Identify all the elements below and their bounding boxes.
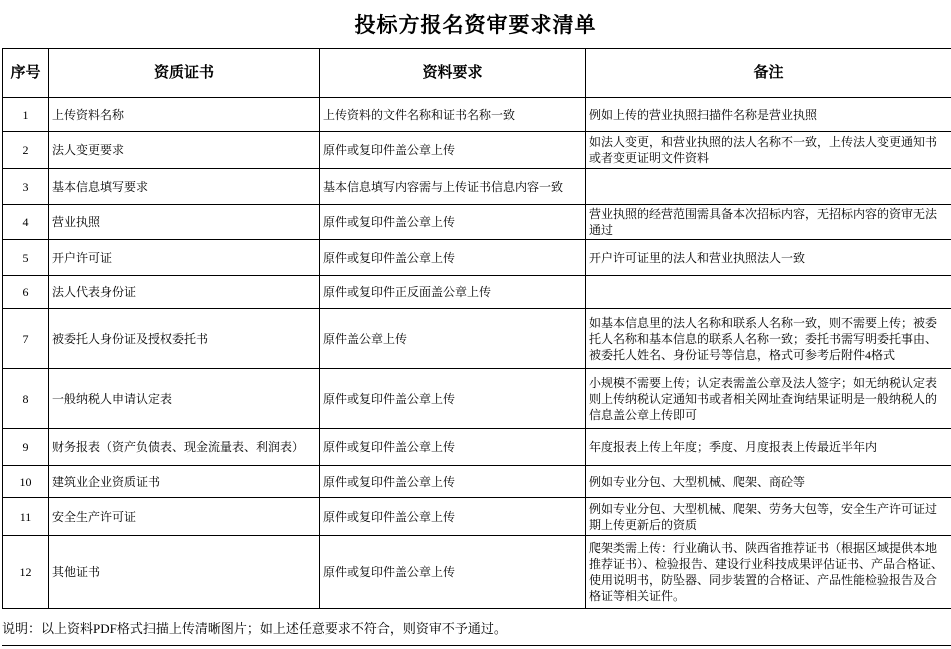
cell-certificate: 上传资料名称 [49, 98, 320, 132]
cell-row-number: 5 [3, 240, 49, 276]
header-row [3, 49, 951, 98]
page-title: 投标方报名资审要求清单 [354, 13, 597, 37]
cell-row-number: 1 [3, 98, 49, 132]
cell-certificate: 法人变更要求 [49, 132, 320, 169]
table-row [3, 369, 951, 429]
cell-note: 开户许可证里的法人和营业执照法人一致 [586, 240, 951, 276]
cell-certificate: 被委托人身份证及授权委托书 [49, 309, 320, 369]
cell-requirement: 原件或复印件盖公章上传 [320, 369, 586, 429]
cell-certificate: 其他证书 [49, 536, 320, 609]
cell-row-number: 9 [3, 429, 49, 466]
cell-note: 如法人变更，和营业执照的法人名称不一致，上传法人变更通知书或者变更证明文件资料 [586, 132, 951, 169]
cell-note: 年度报表上传上年度；季度、月度报表上传最近半年内 [586, 429, 951, 466]
cell-row-number: 10 [3, 466, 49, 498]
cell-row-number: 6 [3, 276, 49, 309]
cell-note [586, 309, 951, 369]
table-row [3, 429, 951, 466]
footer-note: 说明：以上资料PDF格式扫描上传清晰图片；如上述任意要求不符合，则资审不予通过。 [2, 609, 951, 646]
cell-requirement: 原件盖公章上传 [320, 309, 586, 369]
cell-requirement: 原件或复印件盖公章上传 [320, 132, 586, 169]
cell-note: 营业执照的经营范围需具备本次招标内容，无招标内容的资审无法通过 [586, 205, 951, 240]
cell-requirement: 原件或复印件盖公章上传 [320, 429, 586, 466]
table-row [3, 536, 951, 609]
cell-requirement: 上传资料的文件名称和证书名称一致 [320, 98, 586, 132]
cell-row-number: 12 [3, 536, 49, 609]
cell-note: 小规模不需要上传；认定表需盖公章及法人签字；如无纳税认定表则上传纳税认定通知书或者相关网址查询结果证明是一般纳税人的信息盖公章上传即可 [586, 369, 951, 429]
cell-certificate: 安全生产许可证 [49, 498, 320, 536]
table-row [3, 98, 951, 132]
table-row [3, 466, 951, 498]
column-header-note: 备注 [586, 49, 951, 98]
table-row [3, 498, 951, 536]
cell-requirement: 原件或复印件盖公章上传 [320, 240, 586, 276]
cell-row-number: 2 [3, 132, 49, 169]
cell-note: 例如专业分包、大型机械、爬架、劳务大包等，安全生产许可证过期上传更新后的资质 [586, 498, 951, 536]
table-row [3, 276, 951, 309]
cell-certificate: 营业执照 [49, 205, 320, 240]
cell-row-number: 7 [3, 309, 49, 369]
cell-note: 例如上传的营业执照扫描件名称是营业执照 [586, 98, 951, 132]
table-row [3, 132, 951, 169]
cell-requirement: 原件或复印件正反面盖公章上传 [320, 276, 586, 309]
column-header-row-number: 序号 [3, 49, 49, 98]
column-header-certificate: 资质证书 [49, 49, 320, 98]
requirements-table [2, 48, 951, 609]
cell-certificate: 基本信息填写要求 [49, 169, 320, 205]
table-row [3, 309, 951, 369]
cell-certificate: 建筑业企业资质证书 [49, 466, 320, 498]
cell-certificate: 财务报表（资产负债表、现金流量表、利润表） [49, 429, 320, 466]
cell-note: 爬架类需上传：行业确认书、陕西省推荐证书（根据区域提供本地推荐证书）、检验报告、建设行业科技成果评估证书、产品合格证、使用说明书，防坠器、同步装置的合格证、产品性能检验报告及合格证等相关证件。 [586, 536, 951, 609]
cell-note-text: 如基本信息里的法人名称和联系人名称一致，则不需要上传；被委托人名称和基本信息的联系人名称一致；委托书需写明委托事由、被委托人姓名、身份证号等信息，格式可参考后附件4格式 [589, 315, 938, 362]
cell-note [586, 276, 951, 309]
table-row [3, 205, 951, 240]
table-row [3, 169, 951, 205]
cell-requirement: 基本信息填写内容需与上传证书信息内容一致 [320, 169, 586, 205]
cell-row-number: 4 [3, 205, 49, 240]
cell-row-number: 3 [3, 169, 49, 205]
cell-requirement: 原件或复印件盖公章上传 [320, 536, 586, 609]
column-header-requirement: 资料要求 [320, 49, 586, 98]
cell-certificate: 一般纳税人申请认定表 [49, 369, 320, 429]
table-row [3, 240, 951, 276]
cell-note: 例如专业分包、大型机械、爬架、商砼等 [586, 466, 951, 498]
cell-row-number: 11 [3, 498, 49, 536]
cell-requirement: 原件或复印件盖公章上传 [320, 205, 586, 240]
cell-requirement: 原件或复印件盖公章上传 [320, 466, 586, 498]
cell-certificate: 开户许可证 [49, 240, 320, 276]
cell-row-number: 8 [3, 369, 49, 429]
cell-requirement: 原件或复印件盖公章上传 [320, 498, 586, 536]
cell-note [586, 169, 951, 205]
cell-certificate: 法人代表身份证 [49, 276, 320, 309]
